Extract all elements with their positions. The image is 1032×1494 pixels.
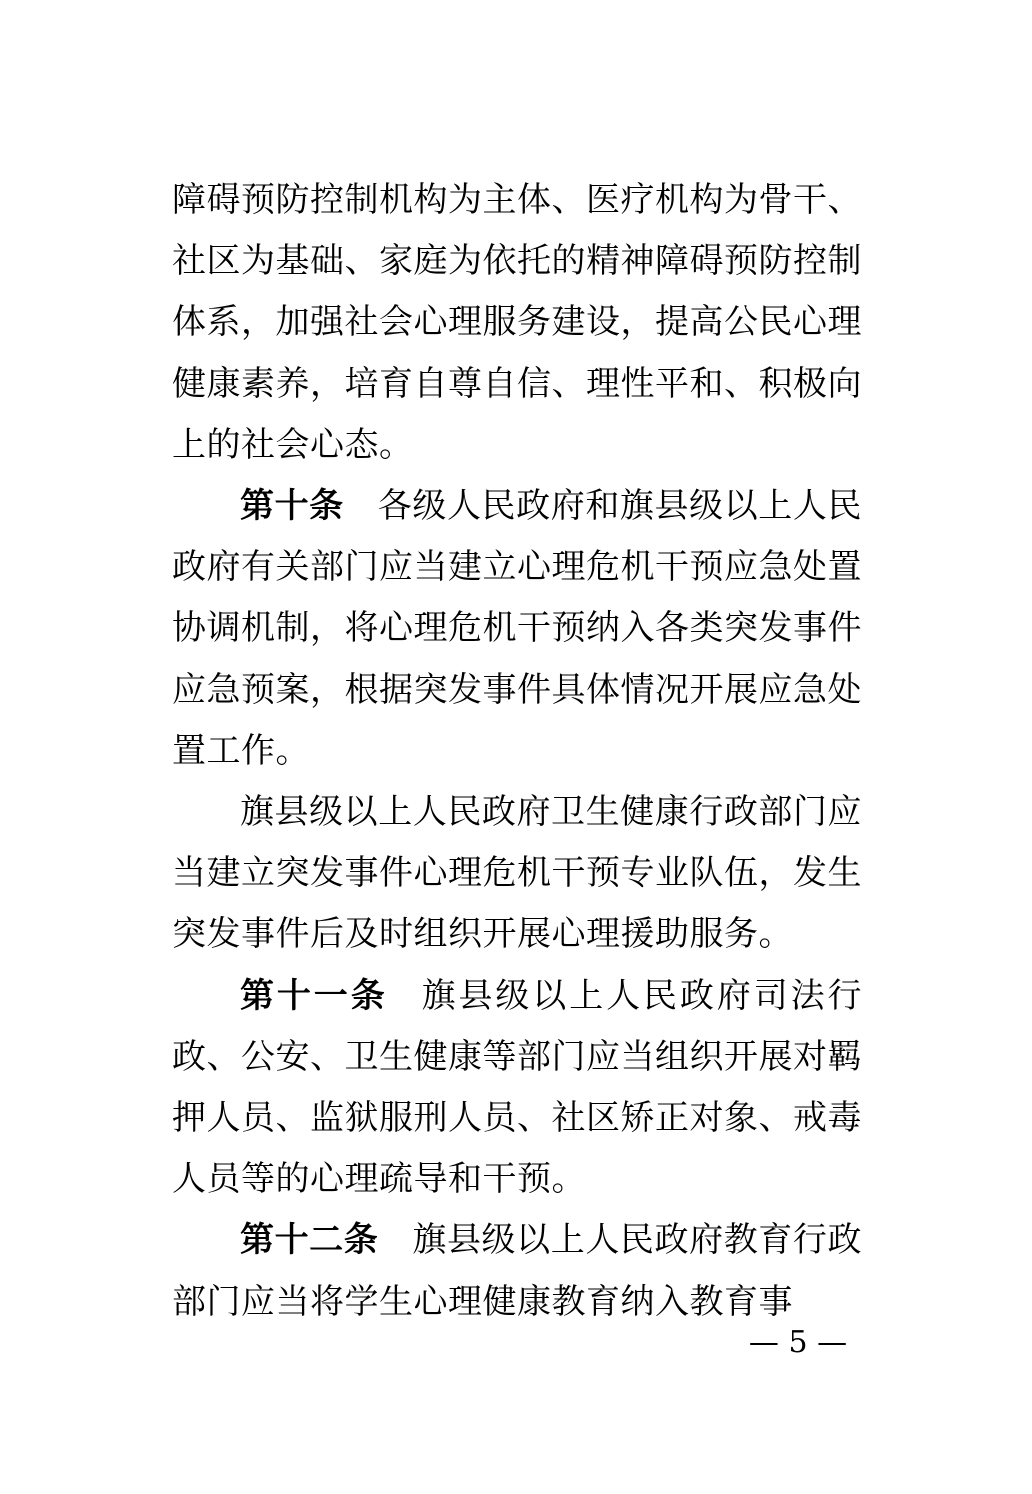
body-text (172, 170, 862, 1333)
article-11 (172, 966, 862, 1211)
article-heading: 第十条 (240, 486, 344, 527)
article-10-paragraph-2 (172, 782, 862, 966)
paragraph-text: 各级人民政府和旗县级以上人民政府有关部门应当建立心理危机干预应急处置协调机制，将心理危机干预纳入各类突发事件应急预案，根据突发事件具体情况开展应急处置工作。 (172, 486, 862, 771)
paragraph-text: 旗县级以上人民政府卫生健康行政部门应当建立突发事件心理危机干预专业队伍，发生突发事件后及时组织开展心理援助服务。 (172, 792, 862, 955)
article-heading: 第十二条 (240, 1220, 379, 1261)
page-number: — 5 — (748, 1325, 848, 1360)
article-12 (172, 1210, 862, 1332)
paragraph-text: 旗县级以上人民政府司法行政、公安、卫生健康等部门应当组织开展对羁押人员、监狱服刑人员、社区矫正对象、戒毒人员等的心理疏导和干预。 (172, 975, 863, 1200)
article-heading: 第十一条 (240, 975, 388, 1016)
paragraph-text: 旗县级以上人民政府教育行政部门应当将学生心理健康教育纳入教育事 (172, 1220, 862, 1322)
paragraph-continuation (172, 170, 862, 476)
article-10 (172, 476, 862, 782)
paragraph-text: 障碍预防控制机构为主体、医疗机构为骨干、社区为基础、家庭为依托的精神障碍预防控制体系，加强社会心理服务建设，提高公民心理健康素养，培育自尊自信、理性平和、积极向上的社会心态。 (172, 180, 862, 465)
